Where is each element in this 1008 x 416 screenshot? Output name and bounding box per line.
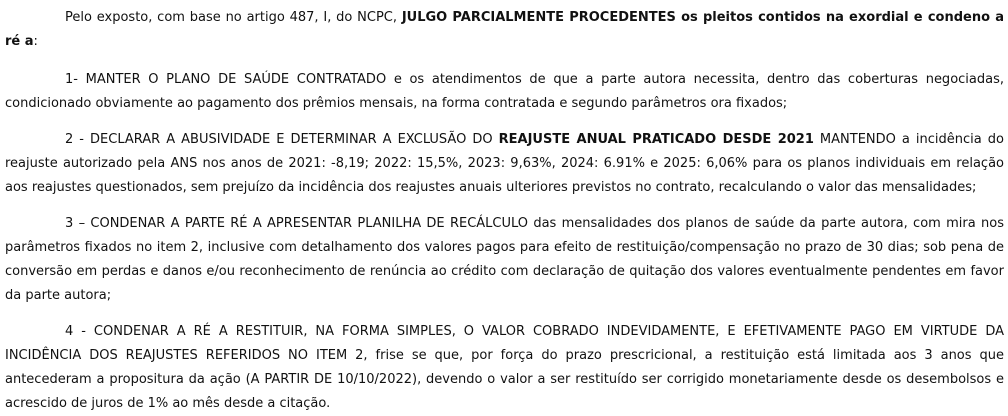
item-1-text: 1- MANTER O PLANO DE SAÚDE CONTRATADO e os atendimentos de que a parte autora necessita, dentro das coberturas negociadas, condicionado obviamente ao pagamento dos prêmios mensais, na forma contratada e segundo parâmetros ora fixados; xyxy=(5,72,1004,111)
paragraph-item-3 xyxy=(5,212,1004,308)
conclusion-colon: : xyxy=(33,34,38,49)
item-2-bold-text: REAJUSTE ANUAL PRATICADO DESDE 2021 xyxy=(498,132,814,147)
item-2-text-start: 2 - DECLARAR A ABUSIVIDADE E DETERMINAR A EXCLUSÃO DO xyxy=(65,132,499,147)
paragraph-item-4 xyxy=(5,320,1004,416)
paragraph-conclusion xyxy=(5,6,1004,54)
paragraph-item-2 xyxy=(5,128,1004,200)
conclusion-text: Pelo exposto, com base no artigo 487, I, do NCPC, xyxy=(65,10,402,25)
paragraph-item-1 xyxy=(5,68,1004,116)
item-2-text-end: MANTENDO a incidência do reajuste autorizado pela ANS nos anos de 2021: -8,19; 2022: 15,5%, 2023: 9,63%, 2024: 6.91% e 2025: 6,06% para os planos individuais em relação aos reajustes questionados, sem prejuízo da incidência dos reajustes anuais ulteriores previstos no contrato, recalculando o valor das mensalidades; xyxy=(5,132,1004,195)
item-3-text: 3 – CONDENAR A PARTE RÉ A APRESENTAR PLANILHA DE RECÁLCULO das mensalidades dos planos de saúde da parte autora, com mira nos parâmetros fixados no item 2, inclusive com detalhamento dos valores pagos para efeito de restituição/compensação no prazo de 30 dias; sob pena de conversão em perdas e danos e/ou reconhecimento de renúncia ao crédito com declaração de quitação dos valores eventualmente pendentes em favor da parte autora; xyxy=(5,216,1004,303)
conclusion-bold-text: JULGO PARCIALMENTE PROCEDENTES os pleitos contidos na exordial e condeno a ré a xyxy=(5,10,1004,49)
item-4-text: 4 - CONDENAR A RÉ A RESTITUIR, NA FORMA SIMPLES, O VALOR COBRADO INDEVIDAMENTE, E EFETIVAMENTE PAGO EM VIRTUDE DA INCIDÊNCIA DOS REAJUSTES REFERIDOS NO ITEM 2, frise se que, por força do prazo prescricional, a restituição está limitada aos 3 anos que antecederam a propositura da ação (A PARTIR DE 10/10/2022), devendo o valor a ser restituído ser corrigido monetariamente desde os desembolsos e acrescido de juros de 1% ao mês desde a citação. xyxy=(5,324,1004,411)
